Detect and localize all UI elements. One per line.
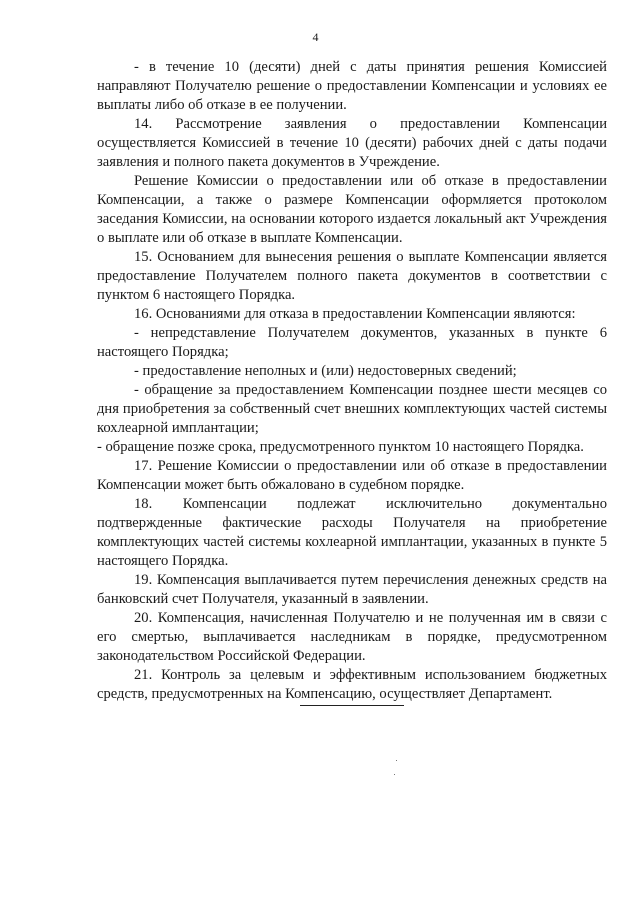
- scan-speck: [396, 760, 397, 761]
- paragraph-15-grounds: 15. Основанием для вынесения решения о выплате Компенсации является предоставление Получателем полного пакета документов в соответствии с пунктом 6 настоящего Порядка.: [97, 249, 607, 303]
- page-number: 4: [312, 30, 319, 44]
- paragraph-19-payment: 19. Компенсация выплачивается путем перечисления денежных средств на банковский счет Получателя, указанный в заявлении.: [97, 572, 607, 607]
- paragraph-18-expenses: 18. Компенсации подлежат исключительно документально подтвержденные фактические расходы Получателя на приобретение комплектующих частей системы кохлеарной имплантации, указанных в пункте 5 настоящего Порядка.: [97, 496, 607, 569]
- list-item-deadline-missed: - обращение позже срока, предусмотренного пунктом 10 настоящего Порядка.: [97, 439, 584, 455]
- paragraph-17-appeal: 17. Решение Комиссии о предоставлении или об отказе в предоставлении Компенсации может быть обжаловано в судебном порядке.: [97, 458, 607, 493]
- end-separator-line: [300, 705, 404, 706]
- paragraph-notification-term: - в течение 10 (десяти) дней с даты принятия решения Комиссией направляют Получателю решение о предоставлении Компенсации и условиях ее выплаты либо об отказе в ее получении.: [97, 59, 607, 113]
- list-item-incomplete-info: - предоставление неполных и (или) недостоверных сведений;: [134, 363, 517, 379]
- paragraph-14-review: 14. Рассмотрение заявления о предоставлении Компенсации осуществляется Комиссией в течение 10 (десяти) рабочих дней с даты подачи заявления и полного пакета документов в Учреждение.: [97, 116, 607, 170]
- paragraph-16-refusal-grounds: 16. Основаниями для отказа в предоставлении Компенсации являются:: [134, 306, 576, 322]
- paragraph-21-control: 21. Контроль за целевым и эффективным использованием бюджетных средств, предусмотренных на Компенсацию, осуществляет Департамент.: [97, 667, 607, 702]
- paragraph-commission-decision: Решение Комиссии о предоставлении или об отказе в предоставлении Компенсации, а также о размере Компенсации оформляется протоколом заседания Комиссии, на основании которого издается локальный акт Учреждения о выплате или об отказе в выплате Компенсации.: [97, 173, 607, 246]
- list-item-late-application: - обращение за предоставлением Компенсации позднее шести месяцев со дня приобретения за собственный счет внешних комплектующих частей системы кохлеарной имплантации;: [97, 382, 607, 436]
- document-body: [97, 58, 607, 704]
- list-item-nonsubmission: - непредставление Получателем документов, указанных в пункте 6 настоящего Порядка;: [97, 325, 607, 360]
- scan-speck: [394, 774, 395, 775]
- paragraph-20-heirs: 20. Компенсация, начисленная Получателю и не полученная им в связи с его смертью, выплачивается наследникам в порядке, предусмотренном законодательством Российской Федерации.: [97, 610, 607, 664]
